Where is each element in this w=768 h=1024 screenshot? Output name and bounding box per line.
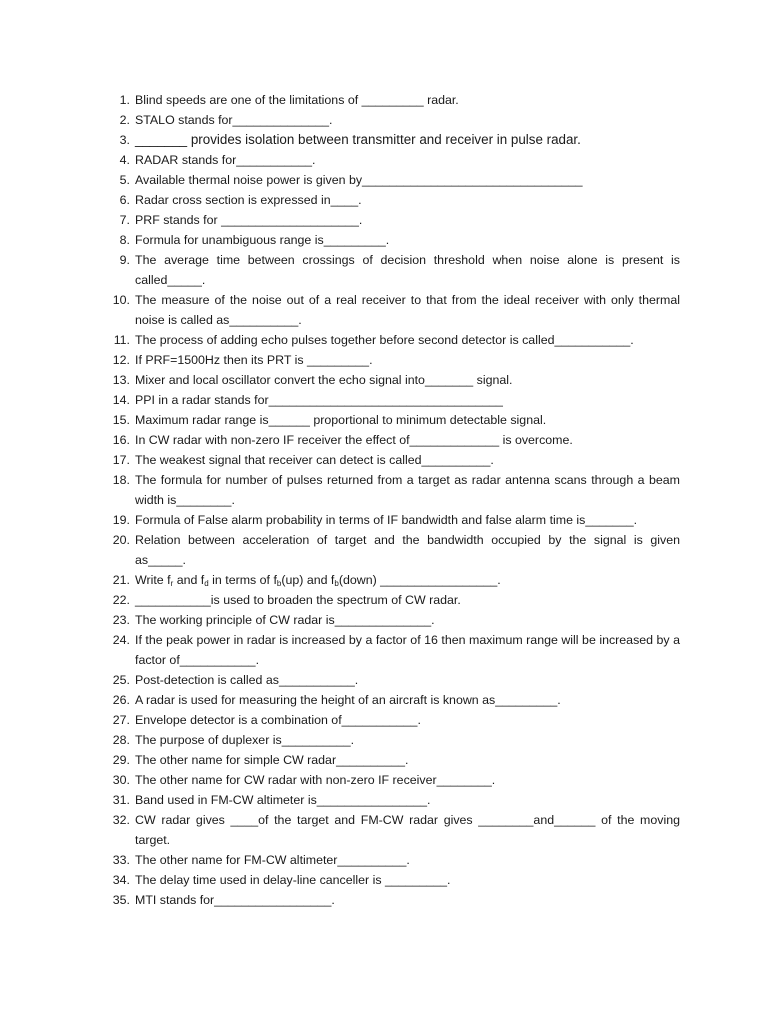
question-text-segment: MTI stands for_________________. [135,893,335,907]
question-text-segment: Radar cross section is expressed in____. [135,193,362,207]
question-number: 10. [112,293,130,307]
question-text-segment: (up) and f [281,573,335,587]
question-text-segment: The weakest signal that receiver can detect is called__________. [135,453,494,467]
question-item [106,610,680,630]
question-number: 33. [112,853,130,867]
question-text [135,590,680,610]
question-number: 25. [112,673,130,687]
question-number: 1. [119,93,130,107]
question-text-segment: Maximum radar range is______ proportional to minimum detectable signal. [135,413,547,427]
question-number: 23. [112,613,130,627]
question-text-segment: If the peak power in radar is increased by a factor of 16 then maximum range will be increased by a factor of___________. [135,633,680,667]
question-number: 26. [112,693,130,707]
question-text-segment: Post-detection is called as___________. [135,673,359,687]
question-number: 18. [112,473,130,487]
question-item [106,770,680,790]
question-text-segment: PPI in a radar stands for__________________________________ [135,393,503,407]
question-number: 15. [112,413,130,427]
question-text-segment: Formula for unambiguous range is_________. [135,233,390,247]
question-number: 5. [119,173,130,187]
question-text [135,870,680,890]
question-text-segment: CW radar gives ____of the target and FM-CW radar gives ________and______ of the moving target. [135,813,680,847]
question-number: 27. [112,713,130,727]
question-item [106,290,680,330]
question-text [135,610,680,630]
question-item [106,810,680,850]
question-text-segment: The other name for FM-CW altimeter__________. [135,853,410,867]
question-text [135,250,680,290]
question-item [106,230,680,250]
question-item [106,570,680,590]
question-text-segment: Band used in FM-CW altimeter is________________. [135,793,431,807]
question-number: 11. [113,333,130,347]
question-text-segment: A radar is used for measuring the height of an aircraft is known as_________. [135,693,561,707]
question-item [106,430,680,450]
question-item [106,530,680,570]
question-item [106,510,680,530]
question-text [135,450,680,470]
question-number: 16. [112,433,130,447]
question-text [135,630,680,670]
question-text [135,110,680,130]
question-text-segment: ___________is used to broaden the spectrum of CW radar. [135,593,461,607]
question-text-subscript: r [170,579,174,588]
question-list [106,90,680,910]
question-item [106,90,680,110]
question-text [135,850,680,870]
question-number: 22. [112,593,130,607]
question-text-segment: and f [173,573,205,587]
question-number: 14. [112,393,130,407]
question-text-segment: In CW radar with non-zero IF receiver the effect of_____________ is overcome. [135,433,573,447]
question-number: 19. [112,513,130,527]
question-item [106,390,680,410]
question-text [135,790,680,810]
question-text-segment: Relation between acceleration of target and the bandwidth occupied by the signal is given as_____. [135,533,680,567]
question-number: 28. [112,733,130,747]
question-item [106,710,680,730]
question-item [106,110,680,130]
question-text-segment: Write f [135,573,171,587]
question-text [135,530,680,570]
question-item [106,410,680,430]
question-text-segment: The average time between crossings of decision threshold when noise alone is present is called_____. [135,253,680,287]
question-item [106,850,680,870]
question-item [106,190,680,210]
question-item [106,210,680,230]
question-text [135,330,680,350]
question-text [135,370,680,390]
question-text [135,130,680,150]
question-text-segment: Available thermal noise power is given by________________________________ [135,173,583,187]
question-text [135,150,680,170]
question-number: 20. [112,533,130,547]
question-item [106,330,680,350]
question-number: 12. [112,353,130,367]
question-text [135,410,680,430]
question-text [135,430,680,450]
question-item [106,630,680,670]
question-item [106,170,680,190]
question-text-segment: PRF stands for ____________________. [135,213,363,227]
question-number: 30. [112,773,130,787]
question-text [135,770,680,790]
question-text-segment: in terms of f [208,573,277,587]
question-number: 24. [112,633,130,647]
question-text [135,710,680,730]
question-item [106,790,680,810]
question-number: 31. [112,793,130,807]
question-number: 21. [112,573,130,587]
question-text [135,350,680,370]
question-text [135,730,680,750]
question-text-subscript: d [204,579,209,588]
question-text [135,510,680,530]
question-item [106,870,680,890]
question-text-subscript: b [276,579,282,588]
question-text-segment: Mixer and local oscillator convert the echo signal into_______ signal. [135,373,513,387]
question-text [135,690,680,710]
question-text [135,570,680,590]
question-text-segment: _______ provides isolation between transmitter and receiver in pulse radar. [135,132,581,147]
question-text [135,170,680,190]
question-item [106,470,680,510]
question-text-segment: Envelope detector is a combination of___________. [135,713,421,727]
question-number: 13. [112,373,130,387]
question-text [135,890,680,910]
question-text-subscript: b [334,579,339,588]
question-text-segment: Formula of False alarm probability in terms of IF bandwidth and false alarm time is_______. [135,513,638,527]
question-item [106,670,680,690]
question-number: 4. [119,153,130,167]
question-item [106,150,680,170]
question-text-segment: The other name for CW radar with non-zero IF receiver________. [135,773,496,787]
question-item [106,450,680,470]
question-text [135,390,680,410]
question-number: 35. [112,893,130,907]
question-text [135,670,680,690]
question-number: 7. [119,213,130,227]
question-item [106,250,680,290]
question-text-segment: If PRF=1500Hz then its PRT is _________. [135,353,373,367]
question-number: 9. [119,253,130,267]
question-item [106,890,680,910]
question-text-segment: The purpose of duplexer is__________. [135,733,355,747]
question-item [106,750,680,770]
question-text-segment: RADAR stands for___________. [135,153,316,167]
question-number: 6. [119,193,130,207]
question-text-segment: Blind speeds are one of the limitations of _________ radar. [135,93,459,107]
question-text-segment: (down) _________________. [338,573,501,587]
question-text-segment: STALO stands for______________. [135,113,333,127]
question-text [135,290,680,330]
question-text-segment: The measure of the noise out of a real receiver to that from the ideal receiver with only thermal noise is called as__________. [135,293,680,327]
question-number: 8. [119,233,130,247]
question-text-segment: The formula for number of pulses returned from a target as radar antenna scans through a beam width is________. [135,473,680,507]
question-number: 17. [112,453,130,467]
question-number: 32. [112,813,130,827]
question-text-segment: The other name for simple CW radar__________. [135,753,409,767]
question-item [106,690,680,710]
question-text [135,90,680,110]
question-text [135,210,680,230]
question-item [106,350,680,370]
question-item [106,370,680,390]
question-number: 2. [119,113,130,127]
question-text [135,470,680,510]
question-item [106,730,680,750]
question-number: 29. [112,753,130,767]
question-text [135,230,680,250]
question-text [135,810,680,850]
question-number: 3. [119,133,130,147]
question-number: 34. [112,873,130,887]
question-text-segment: The working principle of CW radar is______________. [135,613,435,627]
question-text-segment: The delay time used in delay-line canceller is _________. [135,873,451,887]
question-text [135,750,680,770]
question-text [135,190,680,210]
question-item [106,130,680,150]
question-text-segment: The process of adding echo pulses together before second detector is called___________. [135,333,634,347]
question-item [106,590,680,610]
